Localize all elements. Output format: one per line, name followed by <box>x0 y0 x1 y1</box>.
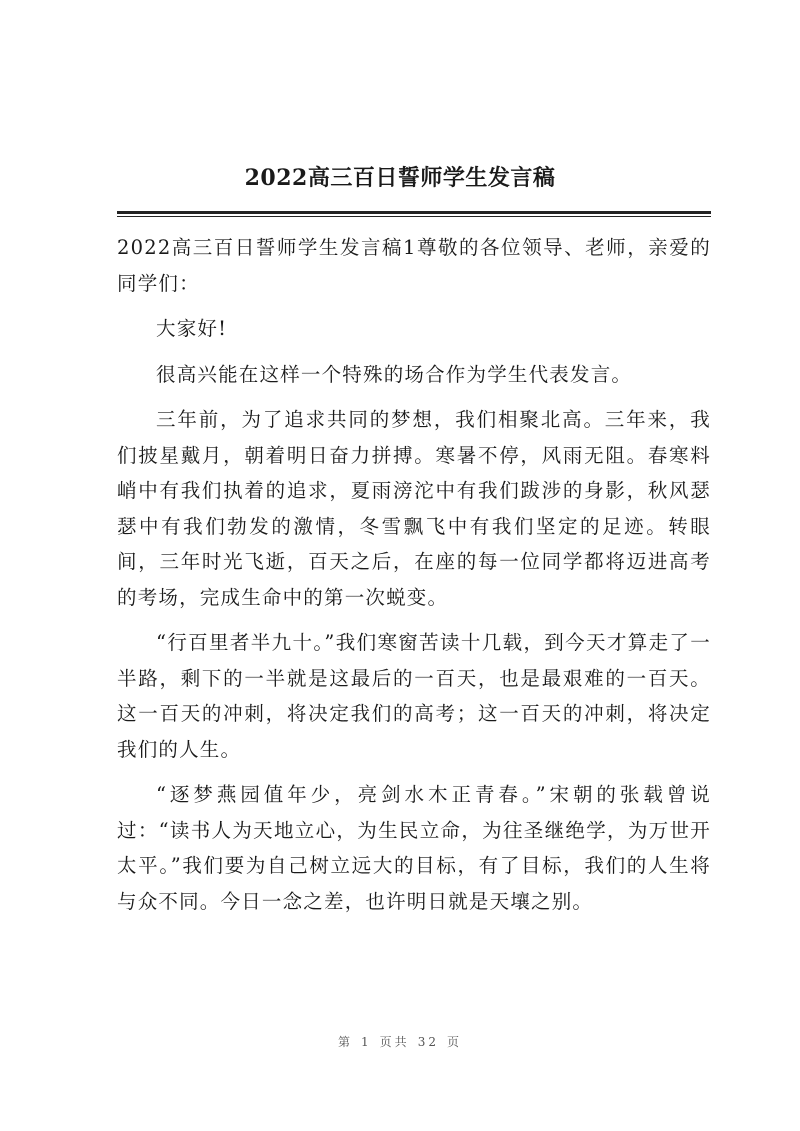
paragraph-salutation: 2022高三百日誓师学生发言稿1尊敬的各位领导、老师，亲爱的同学们： <box>117 236 711 295</box>
footer-suffix: 页 <box>446 1035 462 1049</box>
page-title: 2022高三百日誓师学生发言稿 <box>244 165 556 191</box>
footer-total-pages: 32 <box>417 1035 439 1049</box>
document-body <box>117 230 711 929</box>
footer-current-page: 1 <box>361 1035 372 1049</box>
paragraph-three-years: 三年前，为了追求共同的梦想，我们相聚北高。三年来，我们披星戴月，朝着明日奋力拼搏。寒暑不停，风雨无阻。春寒料峭中有我们执着的追求，夏雨滂沱中有我们跋涉的身影，秋风瑟瑟中有我们勃发的激情，冬雪飘飞中有我们坚定的足迹。转眼间，三年时光飞逝，百天之后，在座的每一位同学都将迈进高考的考场，完成生命中的第一次蜕变。 <box>117 408 711 609</box>
page-footer <box>0 1033 800 1050</box>
title-divider <box>117 211 711 214</box>
paragraph-goals: “逐梦燕园值年少，亮剑水木正青春。”宋朝的张载曾说过：“读书人为天地立心，为生民立命，为往圣继绝学，为万世开太平。”我们要为自己树立远大的目标，有了目标，我们的人生将与众不同。今日一念之差，也许明日就是天壤之别。 <box>117 783 711 913</box>
paragraph-hundred-days: “行百里者半九十。”我们寒窗苦读十几载，到今天才算走了一半路，剩下的一半就是这最后的一百天，也是最艰难的一百天。这一百天的冲刺，将决定我们的高考；这一百天的冲刺，将决定我们的人生。 <box>117 631 711 761</box>
paragraph-greeting: 大家好! <box>156 317 228 340</box>
paragraph-intro: 很高兴能在这样一个特殊的场合作为学生代表发言。 <box>156 362 633 386</box>
footer-prefix: 第 <box>338 1035 354 1049</box>
footer-middle: 页共 <box>379 1035 410 1049</box>
